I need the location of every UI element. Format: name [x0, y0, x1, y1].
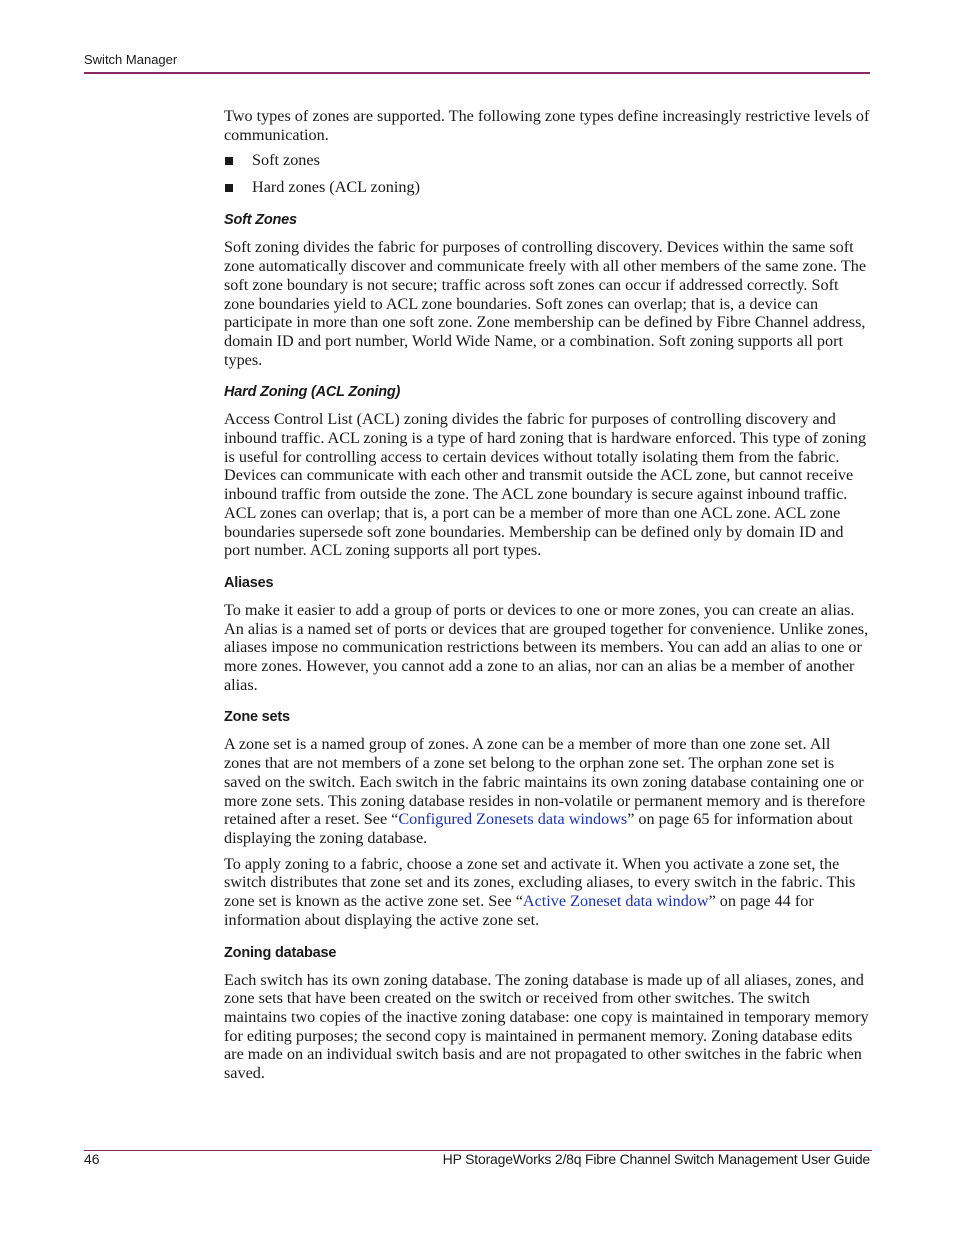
running-header: Switch Manager: [84, 52, 178, 67]
page-number: 46: [84, 1151, 100, 1167]
page-body: [224, 107, 870, 1090]
zoning-database-heading: Zoning database: [224, 944, 337, 961]
soft-zones-paragraph: Soft zoning divides the fabric for purposes of controlling discovery. Devices within the same soft zone automatically discover and communicate freely with all other members of the same zone. The soft zone boundary is not secure; traffic across soft zones can occur if addressed correctly. Soft zone boundaries yield to ACL zone boundaries. Soft zones can overlap; that is, a device can participate in more than one soft zone. Zone membership can be defined by Fibre Channel address, domain ID and port number, World Wide Name, or a combination. Soft zoning supports all port types.: [224, 238, 867, 369]
header-rule: [84, 72, 870, 74]
list-item-label: Soft zones: [252, 151, 320, 170]
paragraph-text: A zone set is a named group of zones. A zone can be a member of more than one zone set. All zones that are not members of a zone set belong to the orphan zone set. The orphan zone set is saved on the switch. Each switch in the fabric maintains its own zoning database containing one or more zone sets. This zoning database resides in non-volatile or permanent memory and is therefore retained after a reset. See “: [224, 735, 866, 829]
guide-title: HP StorageWorks 2/8q Fibre Channel Switch Management User Guide: [442, 1151, 870, 1167]
paragraph-text: ” on page 65 for information about displaying the zoning database.: [224, 810, 853, 847]
soft-zones-heading: Soft Zones: [224, 212, 297, 229]
aliases-paragraph: To make it easier to add a group of ports or devices to one or more zones, you can create an alias. An alias is a named set of ports or devices that are grouped together for convenience. Unlike zones, aliases impose no communication restrictions between its members. You can add an alias to one or more zones. However, you cannot add a zone to an alias, nor can an alias be a member of another alias.: [224, 600, 869, 694]
list-item: [224, 151, 870, 170]
hard-zoning-heading: Hard Zoning (ACL Zoning): [224, 384, 401, 401]
zone-sets-paragraph-2: [224, 855, 870, 930]
zone-sets-paragraph-1: [224, 735, 870, 847]
aliases-heading: Aliases: [224, 574, 274, 591]
active-zoneset-link[interactable]: Active Zoneset data window: [522, 892, 709, 911]
zone-type-list: [224, 151, 870, 197]
list-item: [224, 178, 870, 197]
hard-zoning-paragraph: Access Control List (ACL) zoning divides the fabric for purposes of controlling discovery and inbound traffic. ACL zoning is a type of hard zoning that is hardware enforced. This type of zoning is useful for controlling access to certain devices without totally isolating them from the fabric. Devices can communicate with each other and transmit outside the ACL zone, but cannot receive inbound traffic from outside the zone. The ACL zone boundary is secure against inbound traffic. ACL zones can overlap; that is, a port can be a member of more than one ACL zone. ACL zone boundaries supersede soft zone boundaries. Membership can be defined only by domain ID and port number. ACL zoning supports all port types.: [224, 410, 867, 560]
paragraph-text: ” on page 44 for information about displaying the active zone set.: [224, 892, 814, 929]
square-bullet-icon: [225, 184, 233, 192]
paragraph-text: To apply zoning to a fabric, choose a zone set and activate it. When you activate a zone set, the switch distributes that zone set and its zones, excluding aliases, to every switch in the fabric. This zone set is known as the active zone set. See “: [224, 854, 856, 911]
configured-zonesets-link[interactable]: Configured Zonesets data windows: [398, 810, 628, 829]
intro-paragraph: Two types of zones are supported. The following zone types define increasingly restrictive levels of communication.: [224, 107, 870, 144]
zoning-database-paragraph: Each switch has its own zoning database. The zoning database is made up of all aliases, zones, and zone sets that have been created on the switch or received from other switches. The switch maintains two copies of the inactive zoning database: one copy is maintained in temporary memory for editing purposes; the second copy is maintained in permanent memory. Zoning database edits are made on an individual switch basis and are not propagated to other switches in the fabric when saved.: [224, 970, 869, 1083]
square-bullet-icon: [225, 157, 233, 165]
zone-sets-heading: Zone sets: [224, 709, 290, 726]
list-item-label: Hard zones (ACL zoning): [252, 178, 420, 197]
